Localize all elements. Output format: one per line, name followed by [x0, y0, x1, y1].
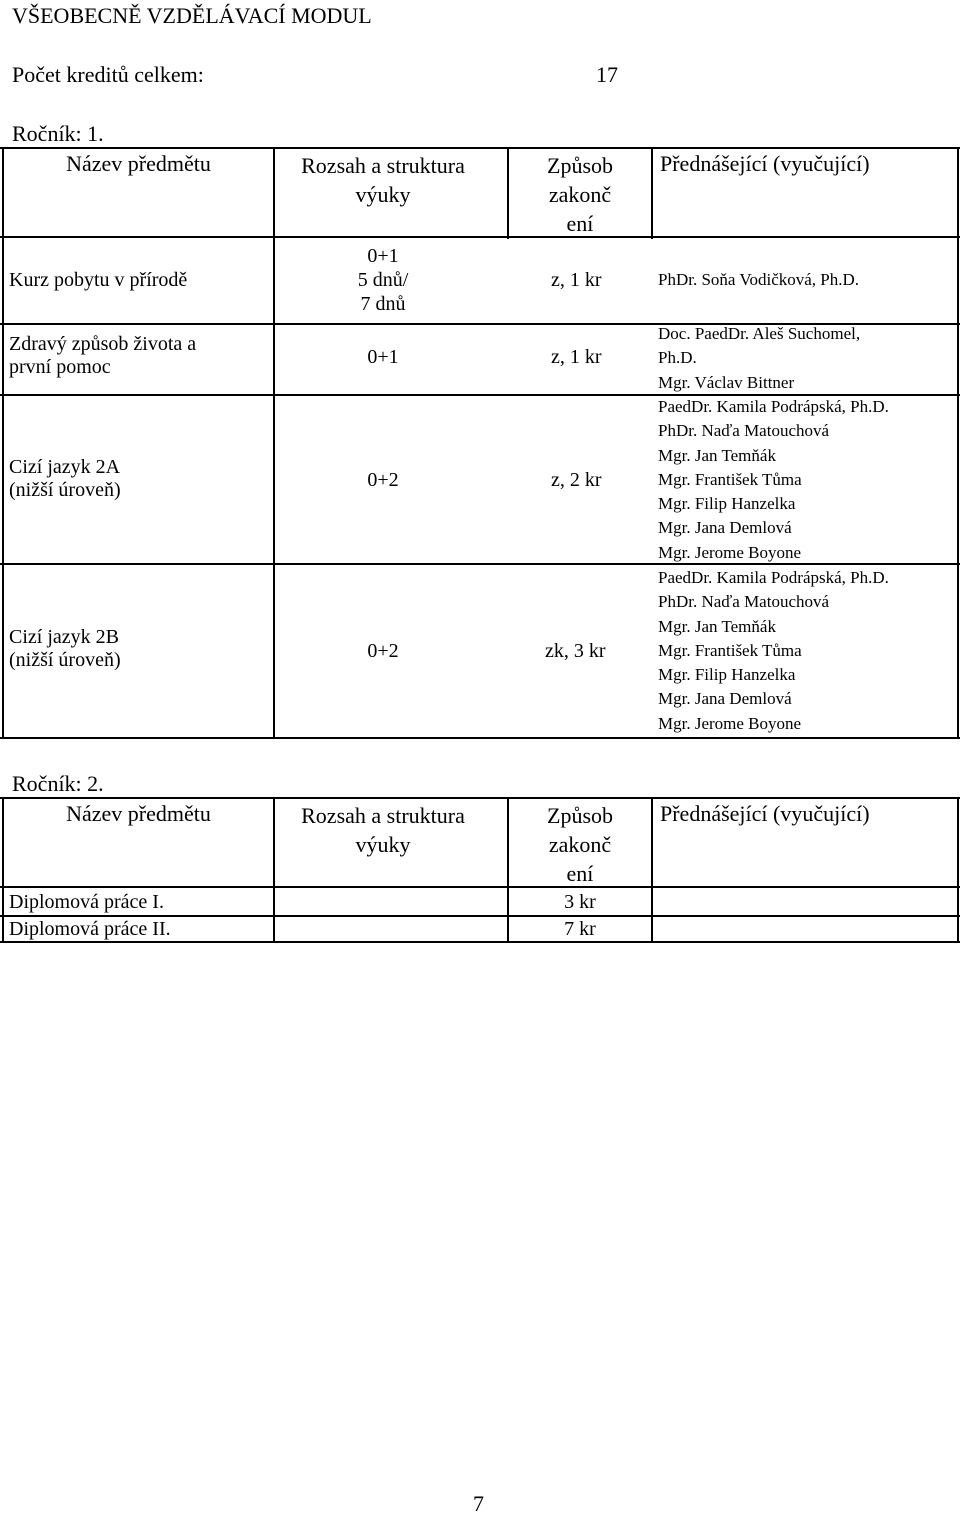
table-row-lecturers: Doc. PaedDr. Aleš Suchomel, Ph.D. Mgr. Václav Bittner	[658, 324, 861, 392]
table-row-scope: 0+1	[367, 346, 399, 368]
table-row-completion: z, 1 kr	[551, 269, 602, 291]
table-row-lecturers: PaedDr. Kamila Podrápská, Ph.D. PhDr. Naďa Matouchová Mgr. Jan Temňák Mgr. František Tůma Mgr. Filip Hanzelka Mgr. Jana Demlová Mgr. Jerome Boyone	[658, 397, 889, 562]
year1-header-subject: Název předmětu	[66, 151, 211, 176]
table-row-completion: 7 kr	[564, 918, 596, 940]
table-row-completion: z, 1 kr	[551, 346, 602, 368]
table-row-scope: 0+1 5 dnů/ 7 dnů	[357, 245, 409, 315]
credits-value: 17	[596, 62, 618, 87]
table-row-subject: Kurz pobytu v přírodě	[9, 269, 188, 291]
year2-header-scope: Rozsah a struktura výuky	[301, 803, 465, 857]
table-row-subject: Diplomová práce II.	[9, 918, 171, 940]
table-row-scope: 0+2	[367, 469, 399, 491]
credits-label: Počet kreditů celkem:	[12, 62, 204, 87]
table-row-subject: Cizí jazyk 2A (nižší úroveň)	[9, 456, 121, 501]
table-row-completion: 3 kr	[564, 891, 596, 913]
year1-header-scope: Rozsah a struktura výuky	[301, 153, 465, 207]
year2-header-completion: Způsob zakonč ení	[547, 803, 613, 886]
table-row-completion: z, 2 kr	[551, 469, 602, 491]
page-number: 7	[473, 1491, 484, 1516]
table-row-subject: Zdravý způsob života a první pomoc	[9, 333, 197, 378]
table-row-subject: Cizí jazyk 2B (nižší úroveň)	[9, 626, 121, 671]
year2-label: Ročník: 2.	[12, 771, 104, 796]
table-row-lecturer: PhDr. Soňa Vodičková, Ph.D.	[658, 270, 860, 289]
year1-header-completion: Způsob zakonč ení	[547, 153, 613, 236]
year2-header-subject: Název předmětu	[66, 801, 211, 826]
module-title: VŠEOBECNĚ VZDĚLÁVACÍ MODUL	[12, 3, 372, 28]
table-row-lecturers: PaedDr. Kamila Podrápská, Ph.D. PhDr. Naďa Matouchová Mgr. Jan Temňák Mgr. František Tůma Mgr. Filip Hanzelka Mgr. Jana Demlová Mgr. Jerome Boyone	[658, 568, 889, 733]
year1-label: Ročník: 1.	[12, 121, 104, 146]
year2-header-lecturer: Přednášející (vyučující)	[660, 801, 870, 826]
year1-header-lecturer: Přednášející (vyučující)	[660, 151, 870, 176]
table-row-scope: 0+2	[367, 640, 399, 662]
table-row-subject: Diplomová práce I.	[9, 891, 164, 913]
table-row-completion: zk, 3 kr	[545, 640, 606, 662]
